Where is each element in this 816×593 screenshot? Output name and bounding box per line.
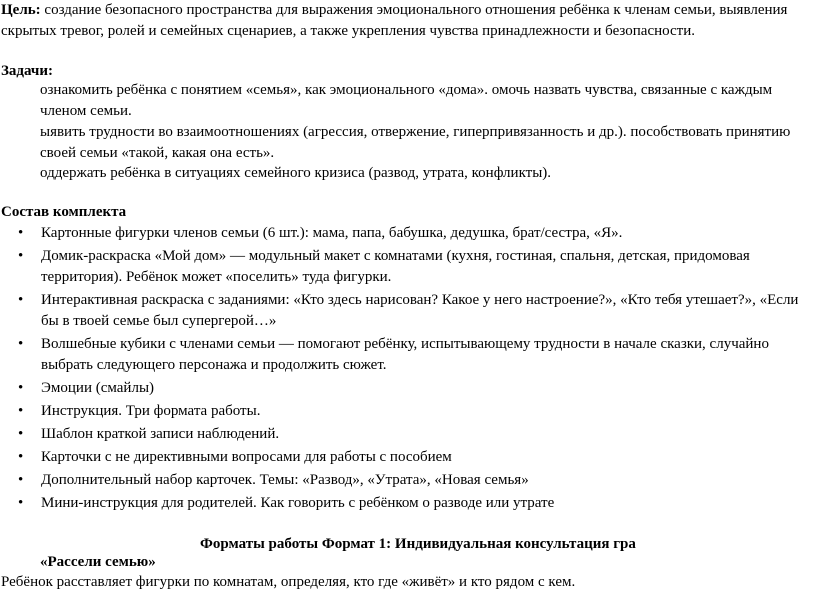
kit-item-coloring: • Интерактивная раскраска с заданиями: «Кто здесь нарисован? Какое у него настроение?», «Кто тебя утешает?», «Если бы в твоей семье был супергерой…» <box>0 290 811 332</box>
kit-item-template: • Шаблон краткой записи наблюдений. <box>0 424 811 445</box>
goal-paragraph <box>1 0 811 42</box>
formats-heading: Форматы работы Формат 1: Индивидуальная консультация гра <box>200 536 636 552</box>
tasks-heading: Задачи: <box>1 63 54 79</box>
goal-text: создание безопасного пространства для выражения эмоционального отношения ребёнка к членам семьи, выявления скрытых тревог, ролей и семейных сценариев, а также укрепления чувства принадлежности и безопасности. <box>1 2 788 39</box>
task-item-2: ыявить трудности во взаимоотношениях (агрессия, отвержение, гиперпривязанность и др.). пособствовать принятию своей семьи «такой, какая она есть». <box>40 124 791 161</box>
format-description: Ребёнок расставляет фигурки по комнатам, определяя, кто где «живёт» и кто рядом с кем. <box>1 574 576 590</box>
kit-item-extra-cards: • Дополнительный набор карточек. Темы: «Развод», «Утрата», «Новая семья» <box>0 470 811 491</box>
goal-label: Цель: <box>1 2 41 18</box>
kit-heading: Состав комплекта <box>1 204 127 220</box>
kit-item-cubes: • Волшебные кубики с членами семьи — помогают ребёнку, испытывающему трудности в начале сказки, случайно выбрать следующего персонажа и продолжить сюжет. <box>0 334 811 376</box>
kit-list <box>0 223 816 516</box>
kit-item-cards: • Карточки с не директивными вопросами для работы с пособием <box>0 447 811 468</box>
kit-item-emotions: • Эмоции (смайлы) <box>0 378 811 399</box>
kit-item-house: • Домик-раскраска «Мой дом» — модульный макет с комнатами (кухня, гостиная, спальня, детская, придомовая территория). Ребёнок может «поселить» туда фигурки. <box>0 246 811 288</box>
kit-item-parents: • Мини-инструкция для родителей. Как говорить с ребёнком о разводе или утрате <box>0 493 811 514</box>
kit-item-instruction: • Инструкция. Три формата работы. <box>0 401 811 422</box>
format-name: «Рассели семью» <box>40 554 156 570</box>
task-item-3: оддержать ребёнка в ситуациях семейного кризиса (развод, утрата, конфликты). <box>40 165 552 181</box>
kit-item-figures: • Картонные фигурки членов семьи (6 шт.): мама, папа, бабушка, дедушка, брат/сестра, «Я». <box>0 223 811 244</box>
task-item-1: ознакомить ребёнка с понятием «семья», как эмоционального «дома». омочь назвать чувства, связанные с каждым членом семьи. <box>40 82 773 119</box>
